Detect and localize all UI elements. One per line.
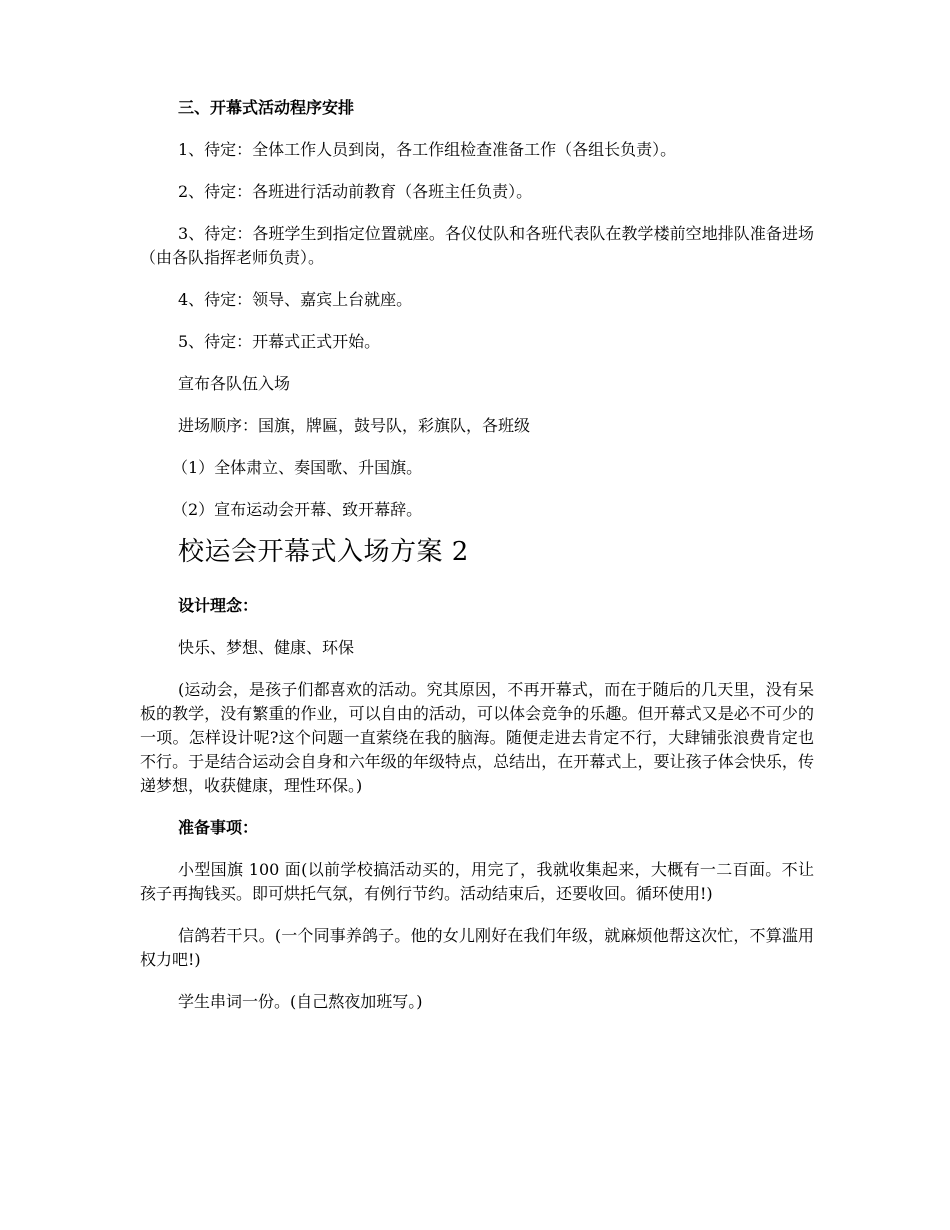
document-content xyxy=(140,96,814,1032)
prep-item-flags: 小型国旗 100 面(以前学校搞活动买的，用完了，我就收集起来，大概有一二百面。不让孩子再掏钱买。即可烘托气氛，有例行节约。活动结束后，还要收回。循环使用!) xyxy=(140,860,814,903)
concept-heading: 设计理念： xyxy=(178,596,259,615)
plan-title: 校运会开幕式入场方案 2 xyxy=(178,537,469,567)
program-item-2: 2、待定：各班进行活动前教育（各班主任负责）。 xyxy=(178,182,533,201)
program-item-4: 4、待定：领导、嘉宾上台就座。 xyxy=(178,290,413,309)
entry-order: 进场顺序：国旗，牌匾，鼓号队，彩旗队，各班级 xyxy=(178,416,531,435)
ceremony-step-1: （1）全体肃立、奏国歌、升国旗。 xyxy=(172,458,423,477)
concept-text: (运动会，是孩子们都喜欢的活动。究其原因，不再开幕式，而在于随后的几天里，没有呆板的教学，没有繁重的作业，可以自由的活动，可以体会竞争的乐趣。但开幕式又是必不可少的一项。怎样设计呢?这个问题一直萦绕在我的脑海。随便走进去肯定不行，大肆铺张浪费肯定也不行。于是结合运动会自身和六年级的年级特点，总结出，在开幕式上，要让孩子体会快乐，传递梦想，收获健康，理性环保。) xyxy=(140,680,814,795)
prep-item-script: 学生串词一份。(自己熬夜加班写。) xyxy=(178,992,423,1011)
ceremony-step-2: （2）宣布运动会开幕、致开幕辞。 xyxy=(172,500,423,519)
concept-keywords: 快乐、梦想、健康、环保 xyxy=(178,638,355,657)
section-heading: 三、开幕式活动程序安排 xyxy=(178,98,355,117)
program-item-3: 3、待定：各班学生到指定位置就座。各仪仗队和各班代表队在教学楼前空地排队准备进场（由各队指挥老师负责）。 xyxy=(140,224,814,267)
announce-entry: 宣布各队伍入场 xyxy=(178,374,291,393)
program-item-1: 1、待定：全体工作人员到岗，各工作组检查准备工作（各组长负责）。 xyxy=(178,140,677,159)
program-item-5: 5、待定：开幕式正式开始。 xyxy=(178,332,381,351)
prep-item-pigeons: 信鸽若干只。(一个同事养鸽子。他的女儿刚好在我们年级，就麻烦他帮这次忙，不算滥用权力吧!) xyxy=(140,926,814,969)
prep-heading: 准备事项： xyxy=(178,818,259,837)
